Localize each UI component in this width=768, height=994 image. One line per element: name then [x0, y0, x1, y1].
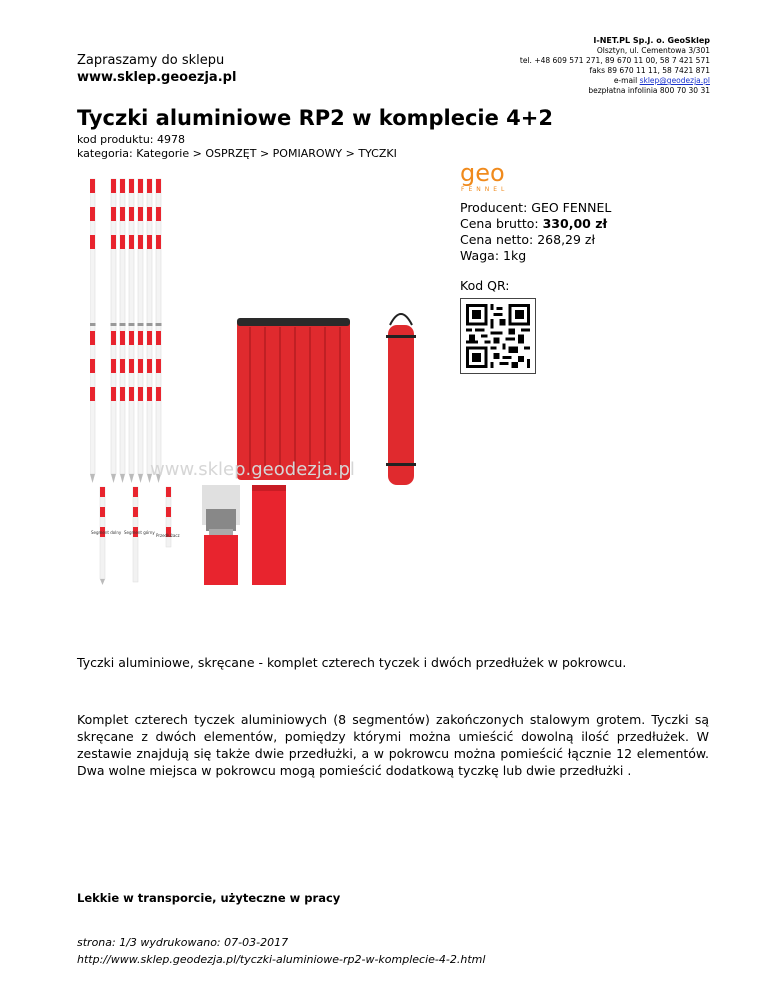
price-gross-value: 330,00 zł	[542, 216, 608, 231]
email-link[interactable]: sklep@geodezja.pl	[639, 76, 710, 85]
product-meta	[77, 133, 397, 161]
label-extension: Przedłużacz	[156, 533, 180, 538]
product-title: Tyczki aluminiowe RP2 w komplecie 4+2	[77, 106, 553, 130]
invite-text: Zapraszamy do sklepu	[77, 53, 225, 68]
bag-open-illustration	[237, 318, 350, 480]
price-net: Cena netto: 268,29 zł	[460, 232, 596, 247]
company-address: Olsztyn, ul. Cementowa 3/301	[596, 46, 710, 55]
price-gross	[460, 216, 611, 232]
segment-lower-illustration	[100, 487, 105, 585]
section-subheading: Lekkie w transporcie, użyteczne w pracy	[77, 891, 341, 905]
qr-code-frame	[460, 298, 536, 374]
extension-illustration	[166, 487, 171, 547]
company-phone: tel. +48 609 571 271, 89 670 11 00, 58 7 421 571	[519, 56, 710, 65]
pole-closeup-illustration	[252, 485, 286, 585]
long-description: Komplet czterech tyczek aluminiowych (8 segmentów) zakończonych stalowym grotem. Tyczki są skręcane z dwóch elementów, pomiędzy którymi można umieścić dowolną ilość przedłużek. W zestawie znajdują się także dwie przedłużki, a w pokrowcu można pomieścić łącznie 12 elementów. Dwa wolne miejsca w pokrowcu mogą pomieścić dodatkową tyczkę lub dwie przedłużki .	[77, 712, 709, 778]
company-name: I-NET.PL Sp.J. o. GeoSklep	[593, 36, 710, 45]
label-segment-upper: Segment górny	[124, 530, 155, 535]
company-fax: faks 89 670 11 11, 58 7421 871	[589, 66, 710, 75]
label-segment-lower: Segment dolny	[91, 530, 122, 535]
qr-code-icon	[466, 304, 530, 368]
product-code: kod produktu: 4978	[77, 133, 185, 146]
logo-text: geo	[460, 160, 505, 187]
product-category: kategoria: Kategorie > OSPRZĘT > POMIAROWY > TYCZKI	[77, 147, 397, 160]
page-info: strona: 1/3 wydrukowano: 07-03-2017	[77, 936, 289, 949]
qr-label: Kod QR:	[460, 278, 510, 293]
short-description: Tyczki aluminiowe, skręcane - komplet czterech tyczek i dwóch przedłużek w pokrowcu.	[77, 655, 627, 670]
photo-watermark: www.sklep.geodezja.pl	[150, 459, 355, 480]
producer: Producent: GEO FENNEL	[460, 200, 612, 215]
company-email	[520, 76, 710, 86]
company-contact	[520, 36, 710, 96]
thread-closeup-illustration	[202, 485, 240, 585]
product-detail-photo	[90, 485, 300, 585]
logo-subtext: FENNEL	[461, 186, 509, 193]
price-gross-label: Cena brutto:	[460, 216, 543, 231]
geo-fennel-logo	[460, 160, 520, 194]
bag-closed-illustration	[386, 314, 416, 485]
page-url[interactable]: http://www.sklep.geodezja.pl/tyczki-aluminiowe-rp2-w-komplecie-4-2.html	[77, 953, 486, 966]
email-label: e-mail	[613, 76, 640, 85]
company-infoline: bezpłatna infolinia 800 70 30 31	[588, 86, 710, 95]
shop-url[interactable]: www.sklep.geoezja.pl	[77, 70, 237, 85]
product-info	[460, 160, 611, 374]
shop-invitation	[77, 52, 236, 86]
product-photo	[90, 175, 430, 485]
weight: Waga: 1kg	[460, 248, 527, 263]
print-footer	[77, 934, 485, 968]
